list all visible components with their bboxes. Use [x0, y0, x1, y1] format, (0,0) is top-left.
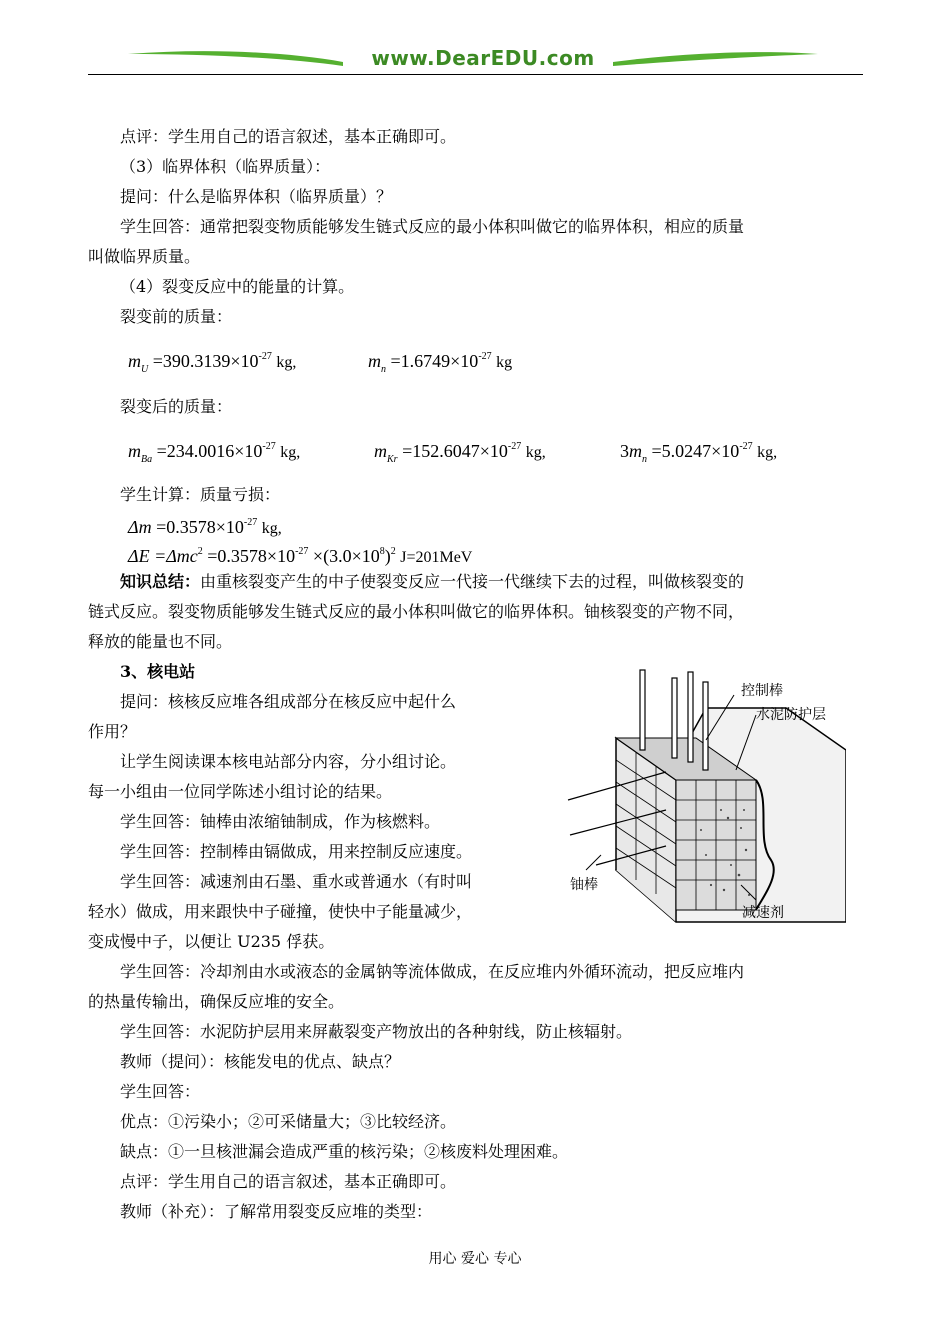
label-moderator: 减速剂: [742, 905, 784, 921]
text-line: 点评：学生用自己的语言叙述，基本正确即可。: [120, 1172, 457, 1191]
summary-text: 由重核裂变产生的中子使裂变反应一代接一代继续下去的过程，叫做核裂变的: [200, 572, 745, 591]
formula-m-kr: $m_{Kr} =152.6047\times 10^{-27}$ kg,: [374, 441, 546, 465]
page-header: [88, 40, 863, 80]
text-line: 学生回答：冷却剂由水或液态的金属钠等流体做成，在反应堆内外循环流动，把反应堆内: [120, 962, 745, 981]
text-line: 链式反应。裂变物质能够发生链式反应的最小体积叫做它的临界体积。铀核裂变的产物不同，: [88, 602, 745, 621]
text-line: （4）裂变反应中的能量的计算。: [120, 277, 355, 296]
section-heading: 3、核电站: [120, 662, 196, 681]
text-line: 的热量传输出，确保反应堆的安全。: [88, 992, 345, 1011]
page-footer: 用心 爱心 专心: [428, 1251, 522, 1267]
text-line: 轻水）做成，用来跟快中子碰撞，使快中子能量减少，: [88, 902, 473, 921]
formula-3m-n: $3m_n =5.0247\times 10^{-27}$ kg,: [620, 441, 778, 465]
summary-label: 知识总结：: [120, 572, 201, 591]
text-line: 教师（补充）：了解常用裂变反应堆的类型：: [120, 1202, 433, 1221]
formula-delta-m: $\Delta m =0.3578\times 10^{-27}$ kg,: [128, 517, 282, 537]
text-line: 学生回答：控制棒由镉做成，用来控制反应速度。: [120, 842, 473, 861]
text-line: 作用？: [88, 722, 137, 741]
reactor-illustration: [556, 660, 846, 930]
header-rule: [88, 74, 863, 75]
formula-m-u: $m_U =390.3139\times 10^{-27}$ kg,: [128, 351, 297, 375]
site-logo-text[interactable]: www.DearEDU.com: [371, 46, 595, 70]
text-line: 学生回答：减速剂由石墨、重水或普通水（有时叫: [120, 872, 473, 891]
summary-line: [120, 571, 744, 593]
text-line: 提问：什么是临界体积（临界质量）？: [120, 187, 393, 206]
text-line: （3）临界体积（临界质量）：: [120, 157, 331, 176]
text-line: 点评：学生用自己的语言叙述，基本正确即可。: [120, 127, 457, 146]
text-line: 学生回答：通常把裂变物质能够发生链式反应的最小体积叫做它的临界体积，相应的质量: [120, 217, 745, 236]
label-cement-layer: 水泥防护层: [756, 707, 826, 723]
text-line: 缺点：①一旦核泄漏会造成严重的核污染；②核废料处理困难。: [120, 1142, 569, 1161]
text-line: 教师（提问）：核能发电的优点、缺点？: [120, 1052, 401, 1071]
text-line: 变成慢中子，以便让 U235 俘获。: [88, 932, 335, 951]
text-line: 学生计算：质量亏损：: [120, 485, 281, 504]
formula-m-ba: $m_{Ba} =234.0016\times 10^{-27}$ kg,: [128, 441, 301, 465]
text-line: 裂变前的质量：: [120, 307, 233, 326]
text-line: 学生回答：: [120, 1082, 201, 1101]
reactor-diagram: [556, 660, 846, 930]
text-line: 学生回答：铀棒由浓缩铀制成，作为核燃料。: [120, 812, 441, 831]
label-control-rod: 控制棒: [741, 683, 783, 699]
text-line: 叫做临界质量。: [88, 247, 201, 266]
text-line: 每一小组由一位同学陈述小组讨论的结果。: [88, 782, 393, 801]
text-line: 学生回答：水泥防护层用来屏蔽裂变产物放出的各种射线，防止核辐射。: [120, 1022, 633, 1041]
label-uranium-rod: 铀棒: [570, 877, 598, 893]
formula-m-n: $m_n =1.6749\times 10^{-27}$ kg: [368, 351, 513, 375]
text-line: 优点：①污染小；②可采储量大；③比较经济。: [120, 1112, 457, 1131]
text-line: 让学生阅读课本核电站部分内容，分小组讨论。: [120, 752, 457, 771]
text-line: 提问：核核反应堆各组成部分在核反应中起什么: [120, 692, 457, 711]
text-line: 裂变后的质量：: [120, 397, 233, 416]
formula-delta-e: $\Delta E =\Delta mc^2 =0.3578\times 10^{-27} \times(3.0\times 10^8)^2$ J=201MeV: [128, 546, 473, 566]
text-line: 释放的能量也不同。: [88, 632, 233, 651]
